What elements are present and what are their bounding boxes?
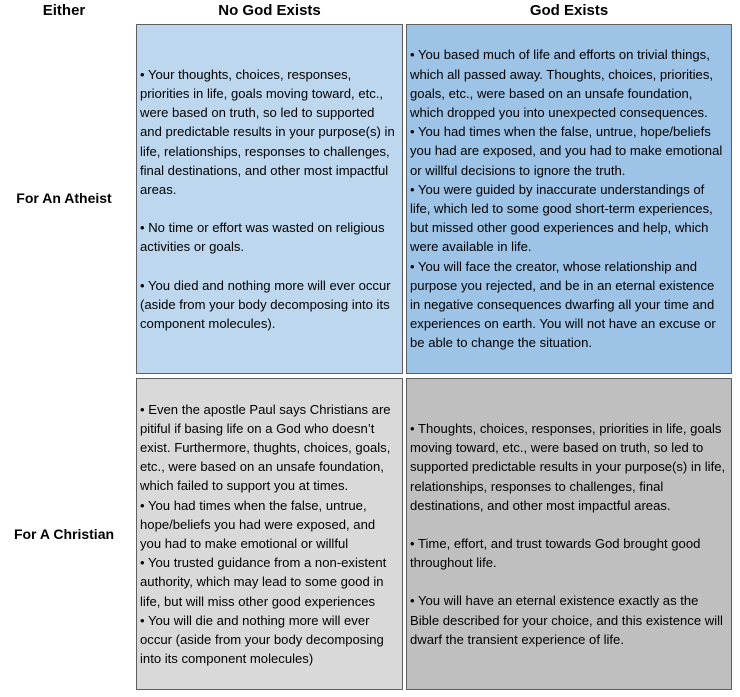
header-god-exists: God Exists: [529, 2, 609, 19]
cell-atheist-god: [406, 24, 732, 374]
bullet: • You trusted guidance from a non-existent authority, which may lead to some good in life, but will miss other good experiences: [140, 555, 387, 609]
cell-atheist-no-god: [136, 24, 403, 374]
bullet: • Time, effort, and trust towards God brought good throughout life.: [410, 536, 701, 571]
bullet: • Even the apostle Paul says Christians are pitiful if basing life on a God who doesn’t exist. Furthermore, thughts, choices, goals, etc., were based on an unsafe foundation, which failed to support you at times.: [140, 401, 391, 494]
bullet: • You will face the creator, whose relationship and purpose you rejected, and be in an eternal existence in negative consequences dwarfing all your time and experiences on earth. You will not have an excuse or be able to change the situation.: [410, 258, 716, 351]
bullet: • You based much of life and efforts on trivial things, which all passed away. Thoughts, choices, priorities, goals, etc., were based on an unsafe foundation, which dropped you into unexpected consequences.: [410, 47, 714, 120]
row-label-atheist: For An Atheist: [16, 190, 112, 206]
header-either: Either: [42, 2, 86, 19]
bullet: • You had times when the false, untrue, hope/beliefs you had were exposed, and you had to make emotional or willful: [140, 497, 376, 551]
bullet: • You died and nothing more will ever occur (aside from your body decomposing into its component molecules).: [140, 277, 391, 332]
row-label-christian: For A Christian: [13, 526, 115, 542]
bullet: • You will die and nothing more will ever occur (aside from your body decomposing into its component molecules): [140, 612, 384, 667]
bullet: • You will have an eternal existence exactly as the Bible described for your choice, and this existence will dwarf the transient experience of life.: [410, 593, 723, 647]
bullet: • Thoughts, choices, responses, priorities in life, goals moving toward, etc., were based on truth, so led to supported predictable results in your purpose(s) in life, relationships, responses to challenges, final destinations, and other most impactful areas.: [410, 420, 726, 513]
bullet: • Your thoughts, choices, responses, priorities in life, goals moving toward, etc., were based on truth, so led to supported and predictable results in your purpose(s) in life, relationships, responses to challenges, final destinations, and other most impactful areas.: [140, 66, 395, 197]
bullet: • No time or effort was wasted on religious activities or goals.: [140, 220, 385, 255]
cell-christian-god: [406, 378, 732, 690]
cell-christian-no-god: [136, 378, 403, 690]
bullet: • You had times when the false, untrue, hope/beliefs you had are exposed, and you had to make emotional or willful decisions to ignore the truth.: [410, 124, 723, 178]
header-no-god-exists: No God Exists: [218, 2, 321, 19]
bullet: • You were guided by inaccurate understandings of life, which led to some good short-term experiences, but missed other good experiences and help, which were available in life.: [410, 181, 713, 255]
